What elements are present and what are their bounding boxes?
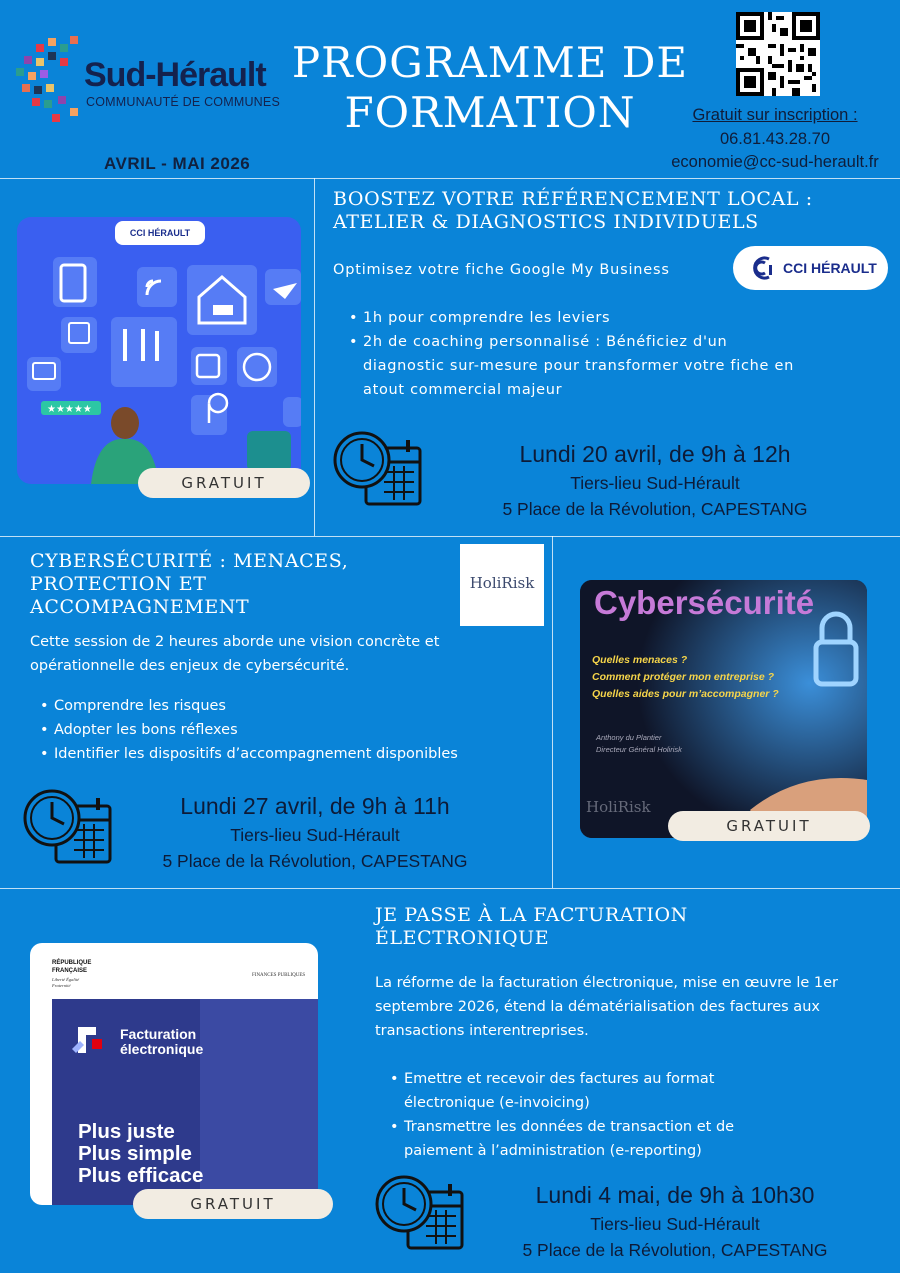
slogan-line: Plus efficace	[78, 1164, 204, 1187]
session-address: 5 Place de la Révolution, CAPESTANG	[502, 499, 808, 519]
image-question: Quelles aides pour m’accompagner ?	[592, 688, 779, 700]
signup-label: Gratuit sur inscription :	[692, 106, 858, 124]
republique-label: RÉPUBLIQUE FRANÇAISE	[52, 960, 92, 974]
section-title-line3: ACCOMPAGNEMENT	[30, 596, 250, 618]
contact-block	[655, 104, 895, 175]
section-title	[333, 188, 813, 234]
facturation-image	[30, 943, 318, 1205]
divider	[0, 536, 900, 537]
slogan-line: Plus simple	[78, 1142, 192, 1165]
image-question: Comment protéger mon entreprise ?	[592, 671, 775, 683]
divider	[552, 536, 553, 888]
session-date: Lundi 27 avril, de 9h à 11h	[180, 793, 450, 819]
cybersecurity-image	[580, 580, 867, 838]
calendar-clock-icon	[22, 782, 114, 870]
finances-label: FINANCES PUBLIQUES	[252, 973, 306, 978]
section-title	[30, 550, 348, 619]
image-heading: Cybersécurité	[594, 584, 815, 621]
seo-illustration	[17, 217, 301, 484]
page-title-line1: PROGRAMME DE	[291, 38, 689, 87]
sud-herault-logo-mark	[14, 34, 84, 124]
list-item: • Adopter les bons réflexes	[32, 718, 542, 742]
brand-line: Facturation	[120, 1026, 197, 1042]
bullet-list	[382, 1067, 802, 1163]
section-title-line2: ÉLECTRONIQUE	[375, 927, 550, 949]
session-date: Lundi 4 mai, de 9h à 10h30	[535, 1182, 815, 1208]
list-item: • Emettre et recevoir des factures au format électronique (e-invoicing)	[382, 1067, 802, 1115]
devise-label: Liberté Égalité Fraternité	[52, 977, 80, 988]
list-item: • 1h pour comprendre les leviers	[341, 306, 801, 330]
price-badge: GRATUIT	[138, 468, 310, 498]
brand-name	[120, 1027, 203, 1057]
author-role: Directeur Général Holirisk	[596, 745, 682, 754]
session-venue: Tiers-lieu Sud-Hérault	[230, 825, 400, 845]
qr-code-icon[interactable]	[736, 12, 820, 96]
image-watermark: HoliRisk	[586, 798, 651, 816]
bullet-list	[32, 694, 542, 766]
partner-logo	[733, 246, 888, 290]
image-question: Quelles menaces ?	[592, 654, 688, 666]
section-title-line2: ATELIER & DIAGNOSTICS INDIVIDUELS	[333, 211, 759, 233]
price-badge: GRATUIT	[668, 811, 870, 841]
divider	[0, 178, 900, 179]
partner-name: HoliRisk	[469, 574, 535, 592]
price-badge: GRATUIT	[133, 1189, 333, 1219]
bullet-list	[341, 306, 801, 402]
page-title	[280, 38, 700, 138]
period-label: AVRIL - MAI 2026	[104, 154, 251, 173]
section-title-line1: JE PASSE À LA FACTURATION	[375, 904, 688, 926]
section-title	[375, 904, 688, 950]
slogan-line: Plus juste	[78, 1120, 175, 1143]
section-title-line1: BOOSTEZ VOTRE RÉFÉRENCEMENT LOCAL :	[333, 188, 813, 210]
list-item: • 2h de coaching personnalisé : Bénéficiez d'un diagnostic sur-mesure pour transformer votre fiche en atout commercial majeur	[341, 330, 801, 402]
list-item: • Transmettre les données de transaction et de paiement à l’administration (e-reporting)	[382, 1115, 802, 1163]
section-intro: Cette session de 2 heures aborde une vision concrète et opérationnelle des enjeux de cybersécurité.	[30, 634, 440, 674]
section-title-line2: PROTECTION ET	[30, 573, 207, 595]
session-address: 5 Place de la Révolution, CAPESTANG	[162, 851, 468, 871]
partner-name: CCI HÉRAULT	[783, 260, 877, 276]
cci-badge-label: CCI HÉRAULT	[129, 228, 191, 238]
slogan	[78, 1121, 203, 1187]
section-subtitle: Optimisez votre fiche Google My Business	[333, 262, 670, 278]
svg-text:★★★★★: ★★★★★	[47, 404, 92, 415]
session-venue: Tiers-lieu Sud-Hérault	[570, 473, 740, 493]
email-address[interactable]: economie@cc-sud-herault.fr	[671, 153, 879, 171]
session-date: Lundi 20 avril, de 9h à 12h	[519, 441, 791, 467]
list-item: • Comprendre les risques	[32, 694, 542, 718]
divider	[314, 178, 315, 536]
session-venue: Tiers-lieu Sud-Hérault	[590, 1214, 760, 1234]
calendar-clock-icon	[374, 1168, 466, 1256]
list-item: • Identifier les dispositifs d’accompagnement disponibles	[32, 742, 542, 766]
session-address: 5 Place de la Révolution, CAPESTANG	[522, 1240, 828, 1260]
page-title-line2: FORMATION	[344, 88, 636, 137]
brand-line: électronique	[120, 1041, 204, 1057]
partner-logo	[460, 544, 544, 626]
phone-number[interactable]: 06.81.43.28.70	[719, 129, 831, 148]
image-questions	[592, 652, 779, 703]
section-title-line1: CYBERSÉCURITÉ : MENACES,	[30, 550, 349, 572]
logo-name: Sud-Hérault	[84, 56, 266, 94]
divider	[0, 888, 900, 889]
image-author	[596, 732, 682, 756]
section-intro: La réforme de la facturation électronique, mise en œuvre le 1er septembre 2026, étend la dématérialisation des factures aux transactions interentreprises.	[375, 975, 838, 1039]
calendar-clock-icon	[332, 424, 424, 512]
author-name: Anthony du Plantier	[596, 733, 662, 742]
logo-subtitle: COMMUNAUTÉ DE COMMUNES	[86, 95, 280, 109]
